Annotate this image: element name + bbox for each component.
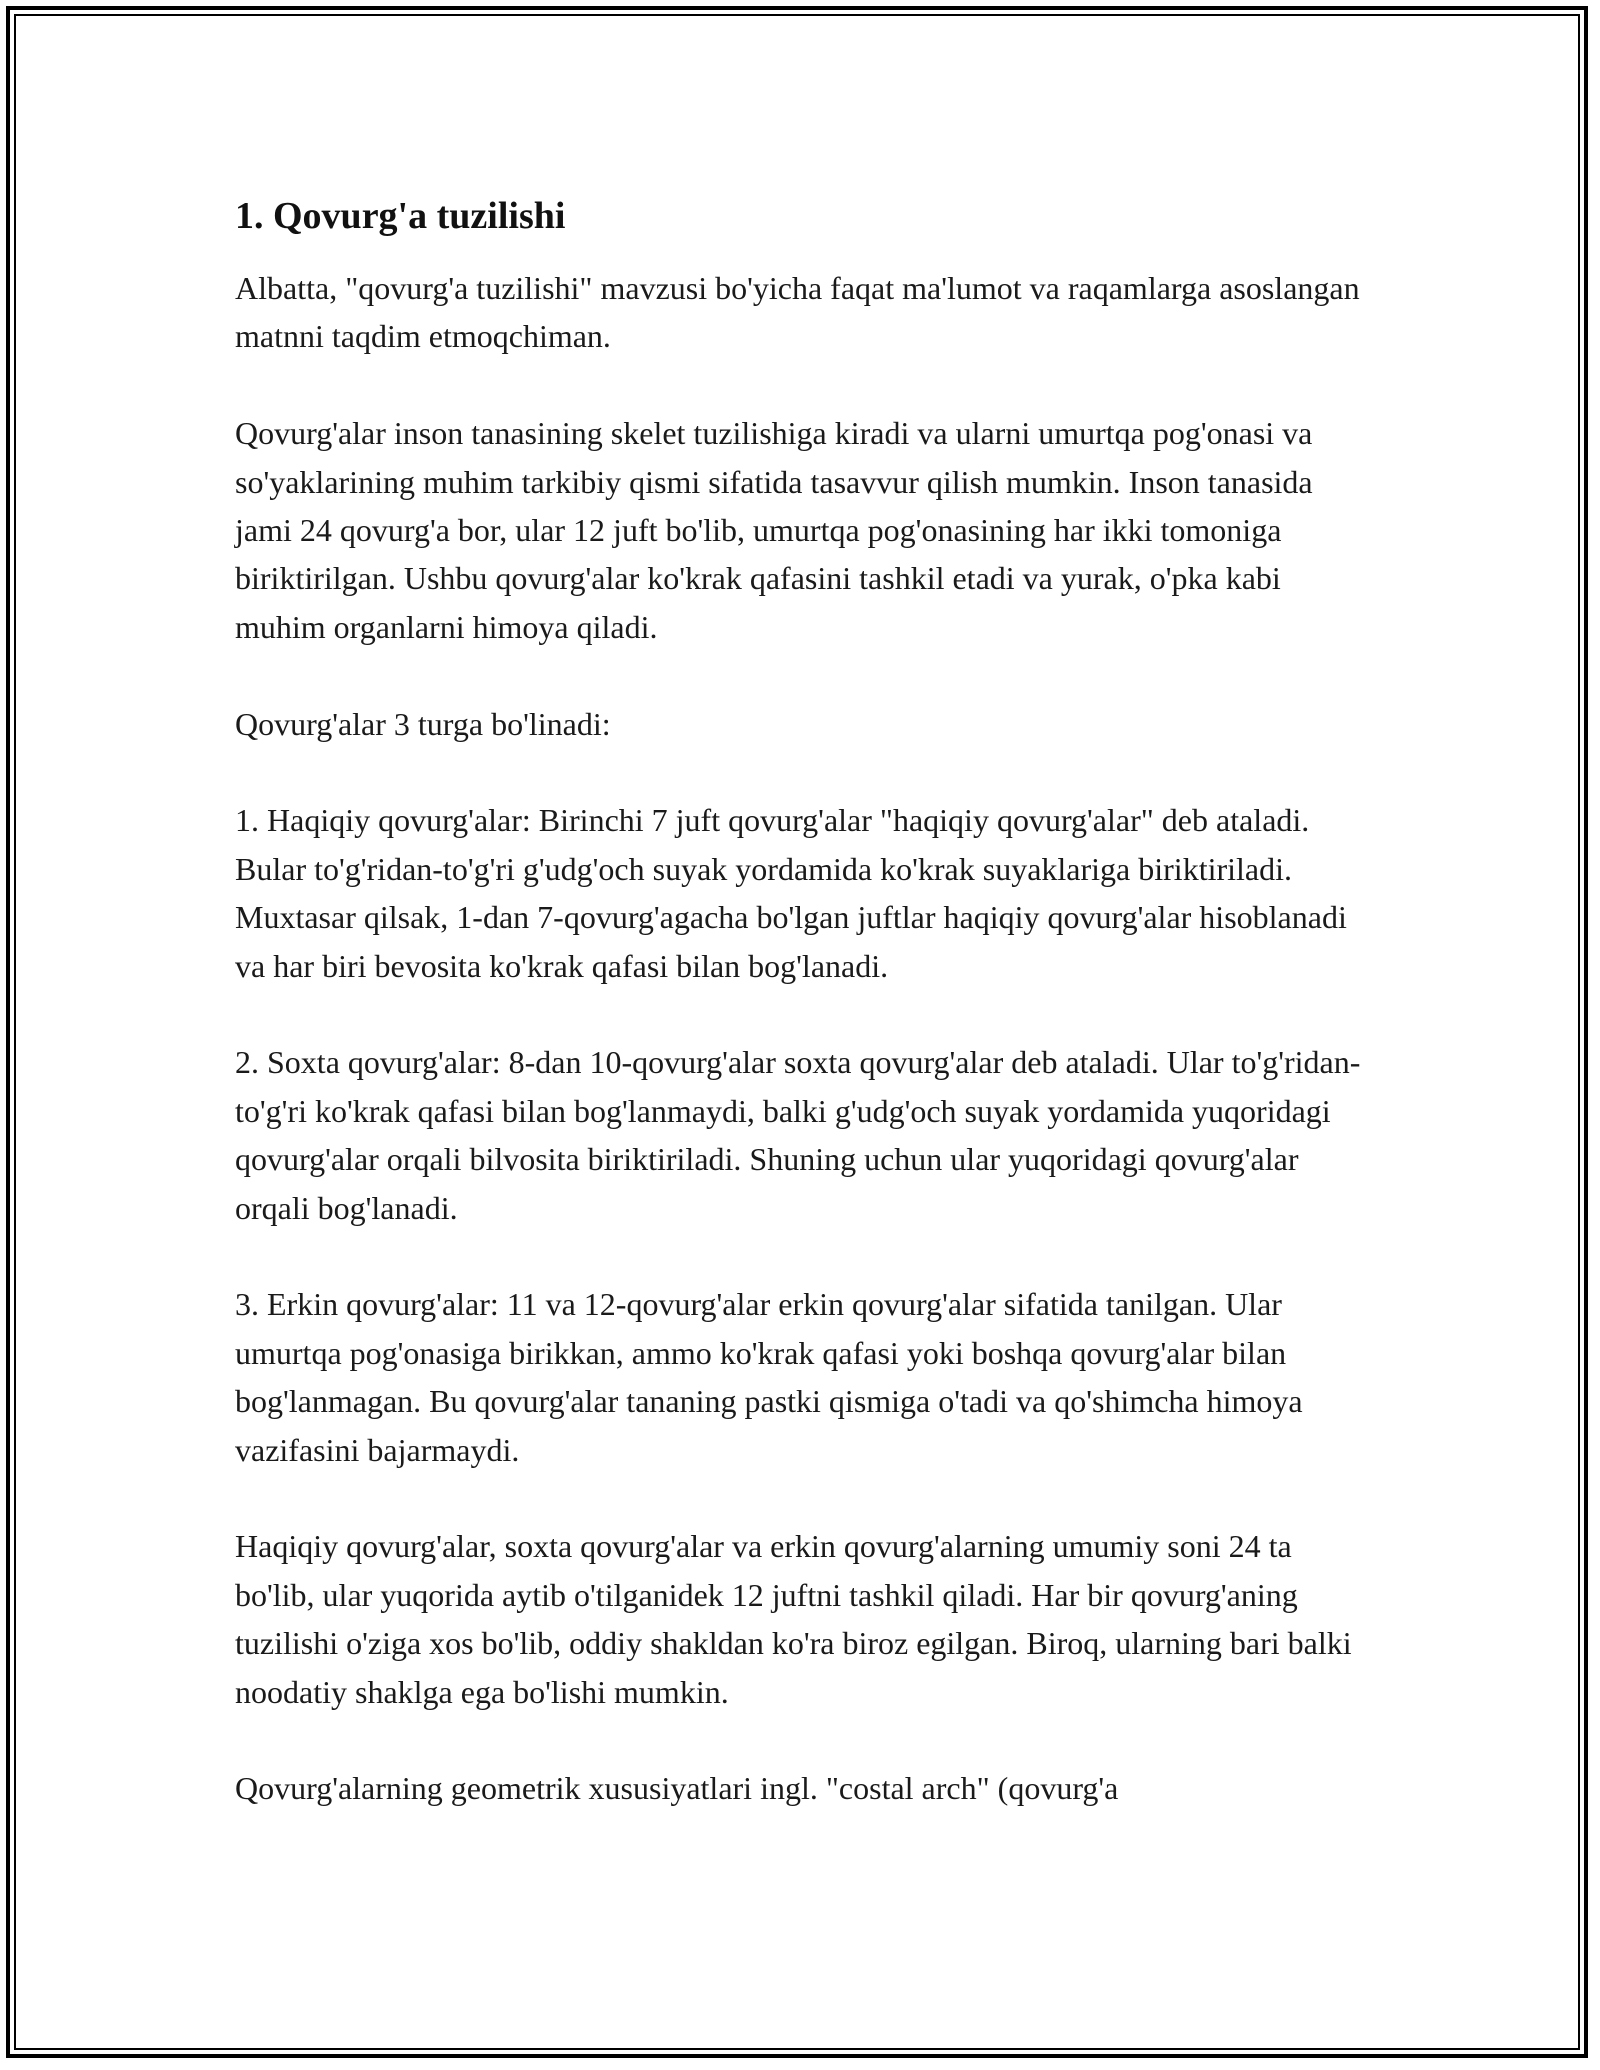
paragraph-types: Qovurg'alar 3 turga bo'linadi: bbox=[235, 705, 611, 742]
paragraph-floating-ribs: 3. Erkin qovurg'alar: 11 va 12-qovurg'alar erkin qovurg'alar sifatida tanilgan. Ular umurtqa pog'onasiga birikkan, ammo ko'krak qafasi yoki boshqa qovurg'alar bilan bog'lanmagan. Bu qovurg'alar tananing pastki qismiga o'tadi va qo'shimcha himoya vazifasini bajarmaydi. bbox=[235, 1286, 1303, 1468]
paragraph-overview: Qovurg'alar inson tanasining skelet tuzilishiga kiradi va ularni umurtqa pog'onasi va so'yaklarining muhim tarkibiy qismi sifatida tasavvur qilish mumkin. Inson tanasida jami 24 qovurg'a bor, ular 12 juft bo'lib, umurtqa pog'onasining har ikki tomoniga biriktirilgan. Ushbu qovurg'alar ko'krak qafasini tashkil etadi va yurak, o'pka kabi muhim organlarni himoya qiladi. bbox=[235, 415, 1313, 645]
paragraph-geometry: Qovurg'alarning geometrik xususiyatlari ingl. "costal arch" (qovurg'a bbox=[235, 1770, 1119, 1807]
paragraph-summary: Haqiqiy qovurg'alar, soxta qovurg'alar va erkin qovurg'alarning umumiy soni 24 ta bo'lib, ular yuqorida aytib o'tilganidek 12 juftni tashkil qiladi. Har bir qovurg'aning tuzilishi o'ziga xos bo'lib, oddiy shakldan ko'ra biroz egilgan. Biroq, ularning bari balki noodatiy shaklga ega bo'lishi mumkin. bbox=[235, 1528, 1352, 1710]
paragraph-true-ribs: 1. Haqiqiy qovurg'alar: Birinchi 7 juft qovurg'alar "haqiqiy qovurg'alar" deb ataladi. Bular to'g'ridan-to'g'ri g'udg'och suyak yordamida ko'krak suyaklariga biriktiriladi. Muxtasar qilsak, 1-dan 7-qovurg'agacha bo'lgan juftlar haqiqiy qovurg'alar hisoblanadi va har biri bevosita ko'krak qafasi bilan bog'lanadi. bbox=[235, 802, 1347, 984]
paragraph-false-ribs: 2. Soxta qovurg'alar: 8-dan 10-qovurg'alar soxta qovurg'alar deb ataladi. Ular to'g'ridan-to'g'ri ko'krak qafasi bilan bog'lanmaydi, balki g'udg'och suyak yordamida yuqoridagi qovurg'alar orqali bilvosita biriktiriladi. Shuning uchun ular yuqoridagi qovurg'alar orqali bog'lanadi. bbox=[235, 1044, 1361, 1226]
document-body bbox=[235, 182, 1365, 1861]
paragraph-intro: Albatta, "qovurg'a tuzilishi" mavzusi bo'yicha faqat ma'lumot va raqamlarga asoslangan matnni taqdim etmoqchiman. bbox=[235, 270, 1360, 355]
section-heading: 1. Qovurg'a tuzilishi bbox=[235, 195, 566, 237]
